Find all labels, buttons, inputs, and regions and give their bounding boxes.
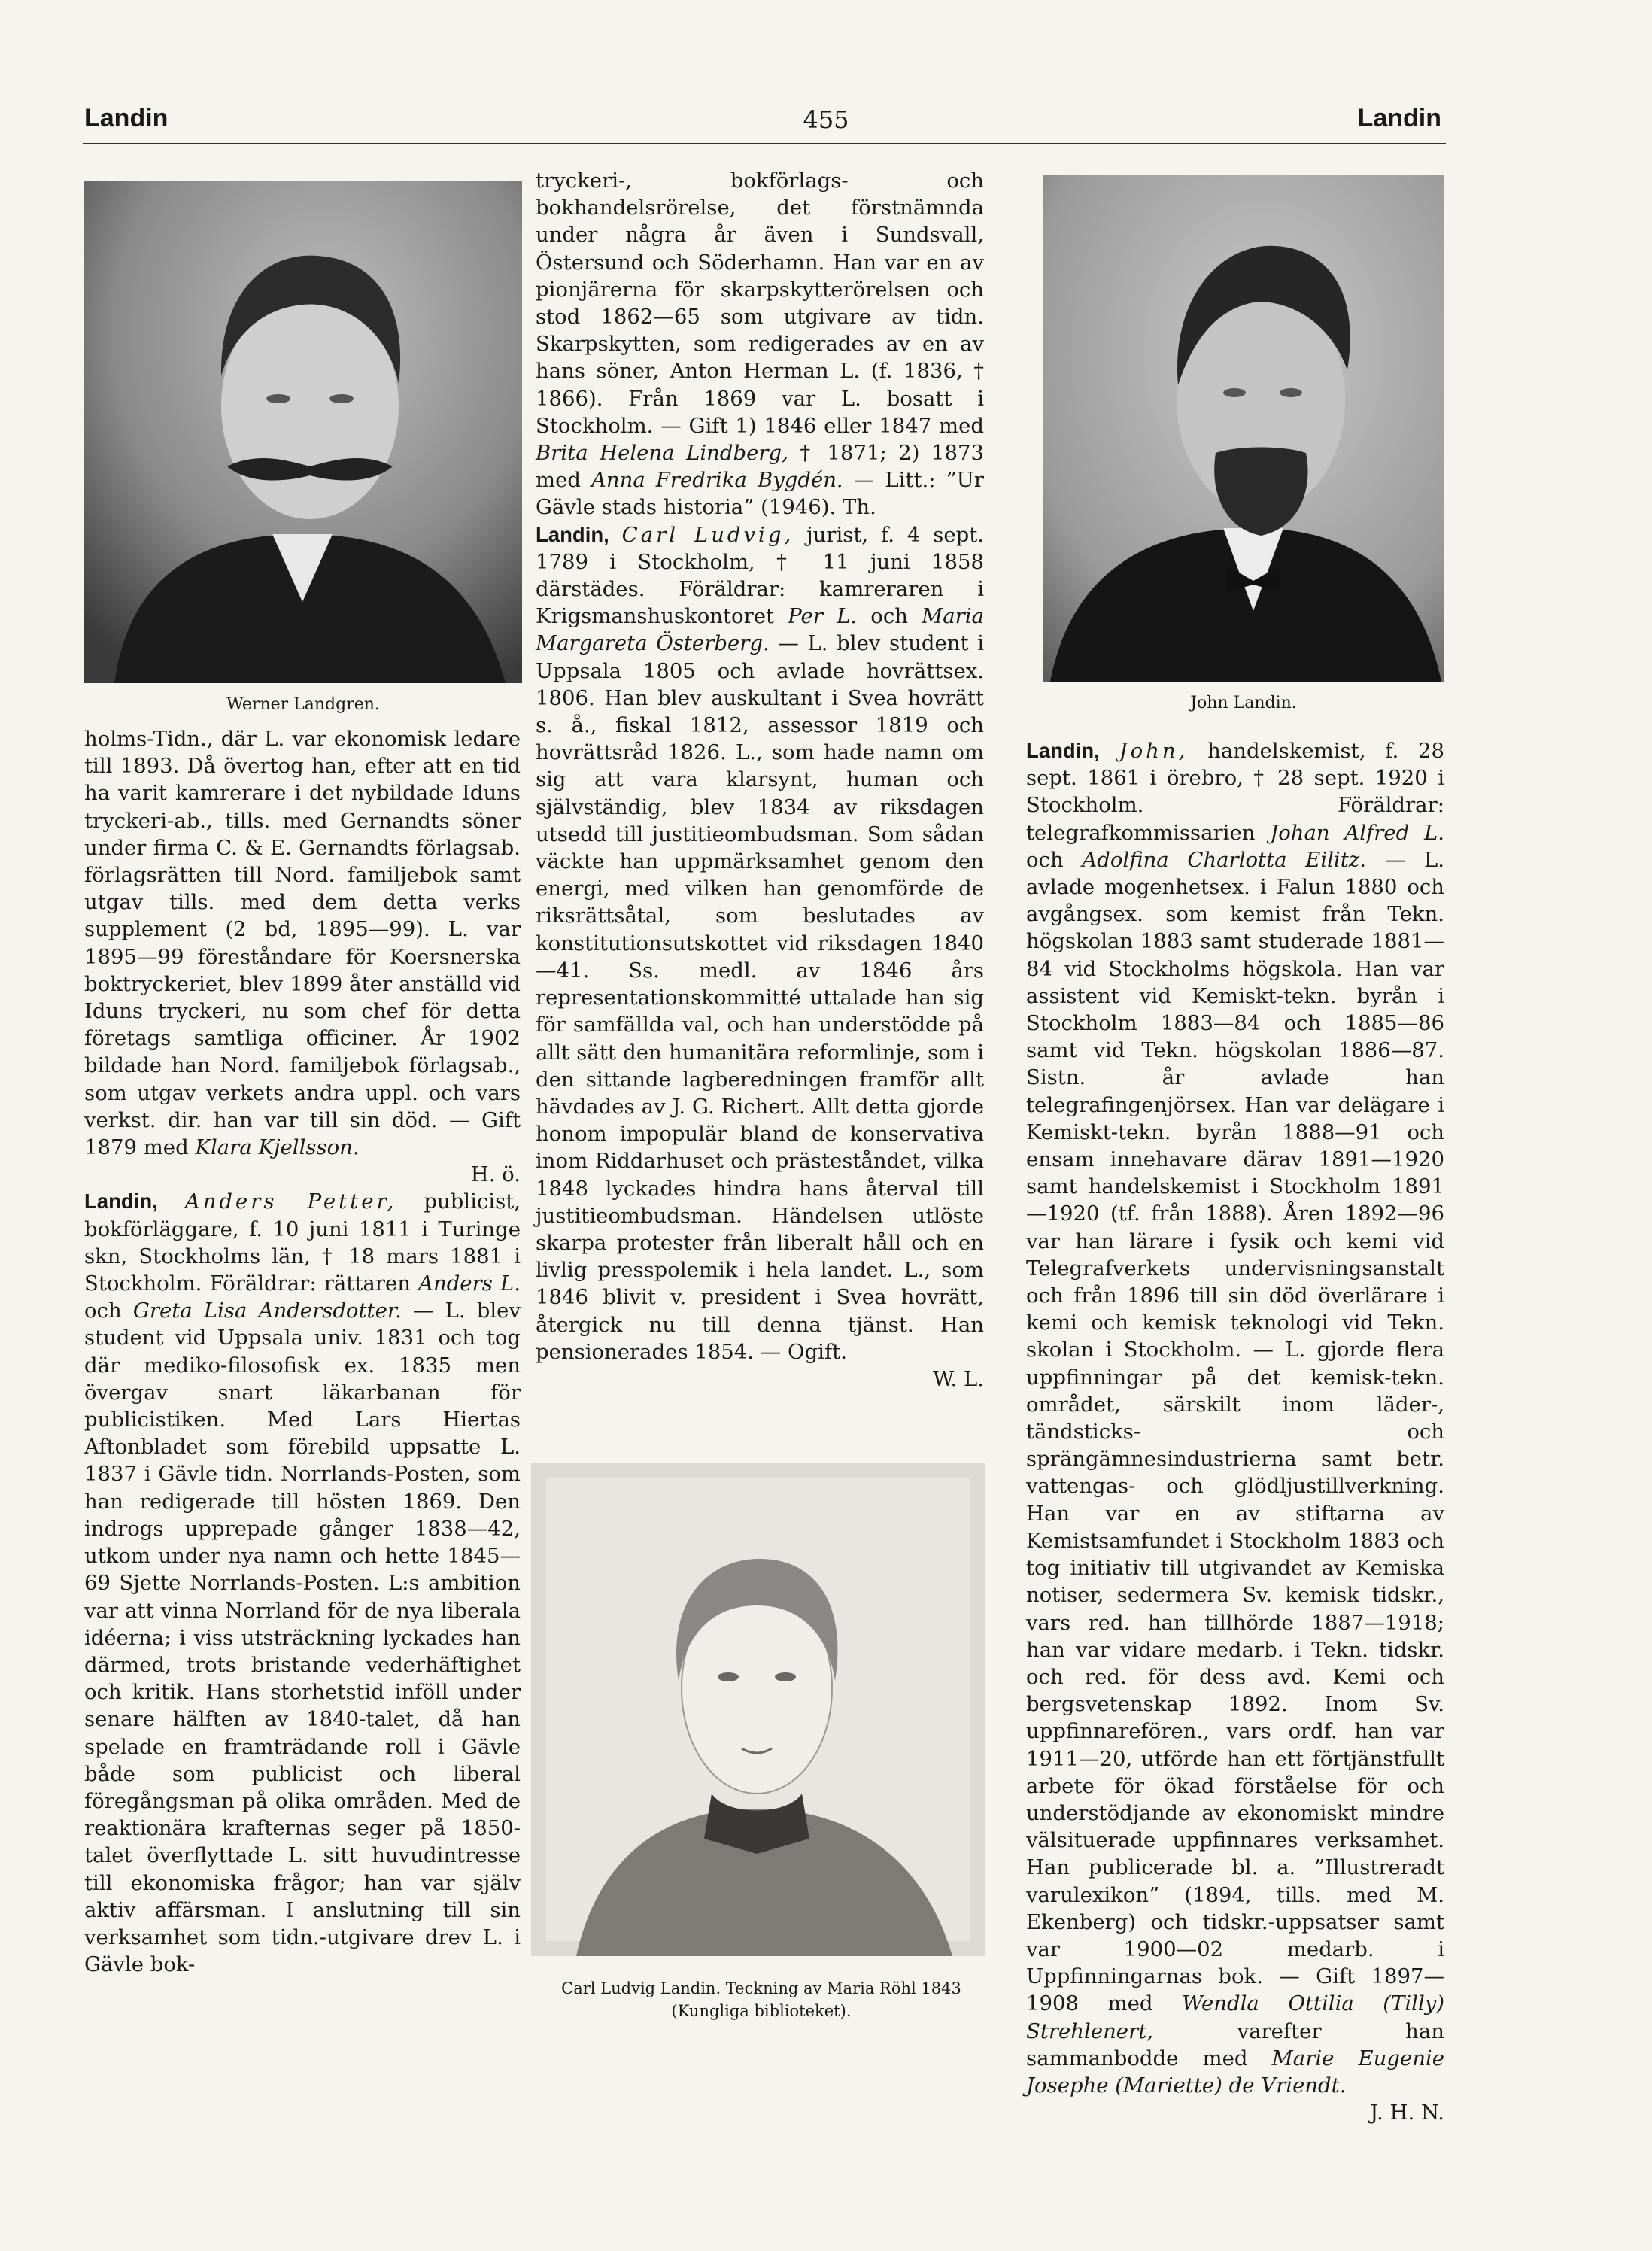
entry-john-landin: Landin, John, handelskemist, f. 28 sept. 1861 i örebro, † 28 sept. 1920 i Stockholm. Föräldrar: telegrafkommissarien Johan Alfred L. och Adolfina Charlotta Eilitz. — L. avlade mogenhetsex. i Falun 1880 och avgångsex. som kemist från Tekn. högskolan 1883 samt studerade 1881—84 vid Stockholms högskola. Han var assistent vid Kemiskt-tekn. byrån i Stockholm 1883—84 och 1885—86 samt vid Tekn. högskolan 1886—87. Sistn. år avlade han telegrafingenjörsex. Han var delägare i Kemiskt-tekn. byrån 1888—91 och ensam innehavare därav 1891—1920 samt handelskemist i Stockholm 1891—1920 (tf. från 1888). Åren 1892—96 var han lärare i fysik och kemi vid Telegrafverkets undervisningsanstalt och från 1896 till sin död överlärare i kemi och kemisk teknologi vid Tekn. skolan i Stockholm. — L. gjorde flera uppfinningar på det kemisk-tekn. området, särskilt inom läder-, tändsticks- och sprängämnesindustrierna samt betr. vattengas- och glödljustillverkning. Han var en av stiftarna av Kemistsamfundet i Stockholm 1883 och tog initiativ till utgivandet av Kemiska notiser, sedermera Sv. kemisk tidskr., vars red. han tillhörde 1887—1918; han var vidare medarb. i Tekn. tidskr. och red. för dess avd. Kemi och bergsvetenskap 1892. Inom Sv. uppfinnarefören., vars ordf. han var 1911—20, utförde han ett förtjänstfullt arbete för ökad förståelse för och understödjande av ekonomiskt mindre välsituerade uppfinnares verksamhet. Han publicerade bl. a. ”Illustreradt varulexikon” (1894, tills. med M. Ekenberg) och tidskr.-uppsatser samt var 1900—02 medarb. i Uppfinningarnas bok. — Gift 1897—1908 med Wendla Ottilia (Tilly) Strehlenert, varefter han sammanbodde med Marie Eugenie Josephe (Mariette) de Vriendt. J. H. N. (1026, 737, 1444, 2126)
column-middle (536, 167, 984, 1393)
column-left (84, 725, 521, 1978)
entry-anders-petter-landin-cont: tryckeri-, bokförlags- och bokhandelsrörelse, det förstnämnda under några år även i Sundsvall, Östersund och Söderhamn. Han var en av pionjärerna för skarpskytterörelsen och stod 1862—65 som utgivare av tidn. Skarpskytten, som redigerades av en av hans söner, Anton Herman L. (f. 1836, † 1866). Från 1869 var L. bosatt i Stockholm. — Gift 1) 1846 eller 1847 med Brita Helena Lindberg, † 1871; 2) 1873 med Anna Fredrika Bygdén. — Litt.: ”Ur Gävle stads historia” (1946). Th. (536, 169, 984, 520)
entry-anders-petter-landin: Landin, Anders Petter, publicist, bokförläggare, f. 10 juni 1811 i Turinge skn, Stockholms län, † 18 mars 1881 i Stockholm. Föräldrar: rättaren Anders L. och Greta Lisa Andersdotter. — L. blev student vid Uppsala univ. 1831 och tog där mediko-filosofisk ex. 1835 men övergav snart läkarbanan för publicistiken. Med Lars Hiertas Aftonbladet som förebild uppsatte L. 1837 i Gävle tidn. Norrlands-Posten, som han redigerade till hösten 1869. Den indrogs upprepade gånger 1838—42, utkom under nya namn och hette 1845—69 Sjette Norrlands-Posten. L:s ambition var att vinna Norrland för de nya liberala idéerna; i viss utsträckning lyckades han därmed, trots bristande vederhäftighet och kritik. Hans storhetstid inföll under senare hälften av 1840-talet, då han spelade en framträdande roll i Gävle både som publicist och liberal föregångsman på olika områden. Med de reaktionära krafternas seger på 1850-talet överflyttade L. sitt huvudintresse till ekonomiska frågor; han var själv aktiv affärsman. I anslutning till sin verksamhet som tidn.-utgivare drev L. i Gävle bok- (84, 1189, 521, 1977)
portrait-werner-landgren (84, 181, 522, 683)
portrait-john-landin (1043, 175, 1444, 682)
header-rule (83, 143, 1446, 144)
entry-werner-landgren-end: holms-Tidn., där L. var ekonomisk ledare till 1893. Då övertog han, efter att en tid ha varit kamrerare i det nybildade Iduns tryckeri-ab., tills. med Gernandts söner under firma C. & E. Gernandts förlagsab. förlagsrätten till Nord. familjebok samt utgav tills. med dem detta verks supplement (2 bd, 1895—99). L. var 1895—99 föreståndare för Koersnerska boktryckeriet, blev 1899 åter anställd vid Iduns tryckeri, nu som chef för detta företags samtliga officiner. År 1902 bildade han Nord. familjebok förlagsab., som utgav verkets andra uppl. och vars verkst. dir. han var till sin död. — Gift 1879 med Klara Kjellsson. H. ö. (84, 725, 521, 1188)
caption-werner-landgren: Werner Landgren. (226, 695, 380, 714)
signature: W. L. (933, 1366, 984, 1391)
page-number: 455 (803, 105, 849, 134)
signature: H. ö. (470, 1162, 521, 1187)
caption-carl-ludvig-landin: Carl Ludvig Landin. Teckning av Maria Röhl 1843 (Kungliga biblioteket). (561, 1979, 961, 2020)
column-right (1026, 737, 1444, 2126)
signature: J. H. N. (1370, 2101, 1444, 2125)
entry-carl-ludvig-landin: Landin, Carl Ludvig, jurist, f. 4 sept. 1789 i Stockholm, † 11 juni 1858 därstädes. Föräldrar: kamreraren i Krigsmanshuskontoret Per L. och Maria Margareta Österberg. — L. blev student i Uppsala 1805 och avlade hovrättsex. 1806. Han blev auskultant i Svea hovrätt s. å., fiskal 1812, assessor 1819 och hovrättsråd 1826. L., som hade namn om sig att vara klarsynt, human och självständig, blev 1834 av riksdagen utsedd till justitieombudsman. Som sådan väckte han uppmärksamhet genom den energi, med vilken han genomförde de riksrättsåtal, som beslutades av konstitutionsutskottet vid riksdagen 1840—41. Ss. medl. av 1846 års representationskommitté uttalade han sig för samfällda val, och han understödde på allt sätt den humanitära reformlinje, som i den sittande lagberedningen framför allt hävdades av J. G. Richert. Allt detta gjorde honom impopulär bland de konservativa inom Riddarhuset och prästeståndet, vilka 1848 lyckades hindra hans återval till justitieombudsman. Händelsen utlöste skarpa protester från liberalt håll och en livlig presspolemik i hela landet. L., som 1846 blivit v. president i Svea hovrätt, återgick nu till denna tjänst. Han pensionerades 1854. — Ogift. W. L. (536, 521, 984, 1393)
portrait-carl-ludvig-landin (531, 1463, 985, 1956)
caption-john-landin: John Landin. (1190, 694, 1297, 712)
running-head-left: Landin (84, 104, 169, 132)
signature: Th. (843, 495, 876, 520)
running-head-right: Landin (1357, 104, 1441, 132)
